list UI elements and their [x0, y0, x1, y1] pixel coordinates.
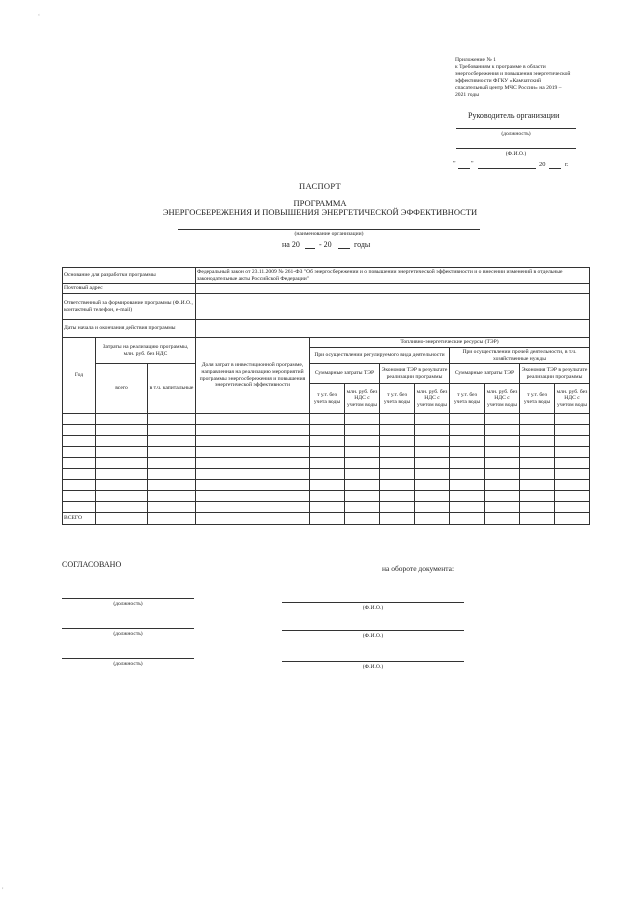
name-label: (Ф.И.О.): [505, 151, 527, 157]
years-suffix: годы: [354, 240, 371, 249]
corner-mark: ‘: [38, 14, 40, 20]
name-label: (Ф.И.О.): [362, 605, 384, 611]
table-row: [63, 425, 590, 436]
table-row: [63, 502, 590, 513]
passport-table: [62, 267, 590, 525]
table-row: [63, 469, 590, 480]
appendix-block: [455, 57, 590, 99]
position-line: [62, 628, 194, 629]
sum-costs-header: Суммарные затраты ТЭР: [310, 364, 380, 384]
unit-header: т у.т. без учета воды: [380, 384, 415, 414]
total-row: [63, 513, 590, 525]
unit-header: млн. руб. без НДС с учетом воды: [555, 384, 590, 414]
position-label: (должность): [113, 631, 143, 637]
info-value: Федеральный закон от 23.11.2009 № 261-ФЗ "Об энергосбережении и о повышении энергетической эффективности и о внесении изменений в отдельные законодательные акты Российской Федерации": [196, 268, 590, 284]
name-label: (Ф.И.О.): [362, 664, 384, 670]
info-label: Ответственный за формирование программы (Ф.И.О., контактный телефон, e-mail): [63, 294, 196, 320]
day-line: [458, 168, 470, 169]
date-quote: ": [471, 160, 474, 167]
table-row: [63, 491, 590, 502]
agreed-label: СОГЛАСОВАНО: [62, 560, 122, 569]
table-row: [63, 414, 590, 425]
table-row: [63, 480, 590, 491]
start-year-line: [305, 248, 315, 249]
name-line: [456, 148, 576, 149]
appendix-line: спасательный центр МЧС России» на 2019 –: [455, 85, 562, 91]
org-name-line: [178, 229, 480, 230]
name-line: [282, 630, 464, 631]
appendix-line: 2021 годы: [455, 92, 479, 98]
unit-header: т у.т. без учета воды: [310, 384, 345, 414]
passport-title: ПАСПОРТ: [299, 181, 341, 191]
position-line: [62, 598, 194, 599]
years-prefix: на 20: [282, 240, 300, 249]
program-subtitle: ЭНЕРГОСБЕРЕЖЕНИЯ И ПОВЫШЕНИЯ ЭНЕРГЕТИЧЕСКОЙ ЭФФЕКТИВНОСТИ: [162, 207, 478, 217]
years-middle: - 20: [319, 240, 332, 249]
date-suffix: г.: [565, 161, 569, 168]
unit-header: млн. руб. без НДС с учетом воды: [345, 384, 380, 414]
position-line: [456, 128, 576, 129]
savings-header: Экономия ТЭР в результате реализации программы: [380, 364, 450, 384]
info-label: Даты начала и окончания действия программы: [63, 320, 196, 338]
position-label: (должность): [501, 131, 531, 137]
appendix-line: Приложение № 1: [455, 57, 496, 63]
info-row: [63, 320, 590, 338]
info-value: [196, 320, 590, 338]
unit-header: млн. руб. без НДС с учетом воды: [415, 384, 450, 414]
info-label: Почтовый адрес: [63, 284, 196, 294]
info-row: [63, 284, 590, 294]
approval-head: Руководитель организации: [468, 111, 560, 120]
name-line: [282, 602, 464, 603]
month-line: [478, 168, 536, 169]
year-line: [549, 168, 561, 169]
share-header: Доля затрат в инвестиционной программе, направленная на реализацию мероприятий программы энергосбережения и повышения энергетической эффективности: [196, 338, 310, 414]
fuel-header: Топливно-энергетические ресурсы (ТЭР): [310, 338, 590, 348]
info-value: [196, 284, 590, 294]
capital-header: в т.ч. капитальные: [148, 364, 196, 414]
unit-header: т у.т. без учета воды: [520, 384, 555, 414]
info-row: [63, 294, 590, 320]
appendix-line: энергосбережения и повышения энергетической: [455, 71, 571, 77]
end-year-line: [338, 248, 350, 249]
date-quote: ": [453, 160, 456, 167]
info-label: Основание для разработки программы: [63, 268, 196, 284]
unit-header: млн. руб. без НДС с учетом воды: [485, 384, 520, 414]
table-row: [63, 447, 590, 458]
reverse-note: на обороте документа:: [382, 564, 455, 573]
name-line: [282, 661, 464, 662]
org-name-label: (наименование организации): [294, 231, 364, 237]
corner-mark: ,: [2, 884, 4, 890]
table-row: [63, 436, 590, 447]
costs-header: Затраты на реализацию программы, млн. руб. без НДС: [96, 338, 196, 364]
info-row: [63, 268, 590, 284]
position-line: [62, 658, 194, 659]
year-header: Год: [63, 338, 96, 414]
sum-costs-header: Суммарные затраты ТЭР: [450, 364, 520, 384]
info-value: [196, 294, 590, 320]
name-label: (Ф.И.О.): [362, 633, 384, 639]
position-label: (должность): [113, 661, 143, 667]
table-row: [63, 458, 590, 469]
position-label: (должность): [113, 601, 143, 607]
header-row: [63, 364, 590, 384]
total-header: всего: [96, 364, 148, 414]
header-row: [63, 338, 590, 348]
other-header: При осуществлении прочей деятельности, в т.ч. хозяйственные нужды: [450, 348, 590, 364]
appendix-line: эффективности ФГКУ «Камчатский: [455, 78, 541, 84]
program-title: ПРОГРАММА: [293, 198, 347, 208]
date-year: 20: [539, 161, 546, 168]
regulated-header: При осуществлении регулируемого вида деятельности: [310, 348, 450, 364]
total-label: ВСЕГО: [63, 513, 96, 525]
unit-header: т у.т. без учета воды: [450, 384, 485, 414]
appendix-line: к Требованиям к программе в области: [455, 64, 546, 70]
savings-header: Экономия ТЭР в результате реализации программы: [520, 364, 590, 384]
